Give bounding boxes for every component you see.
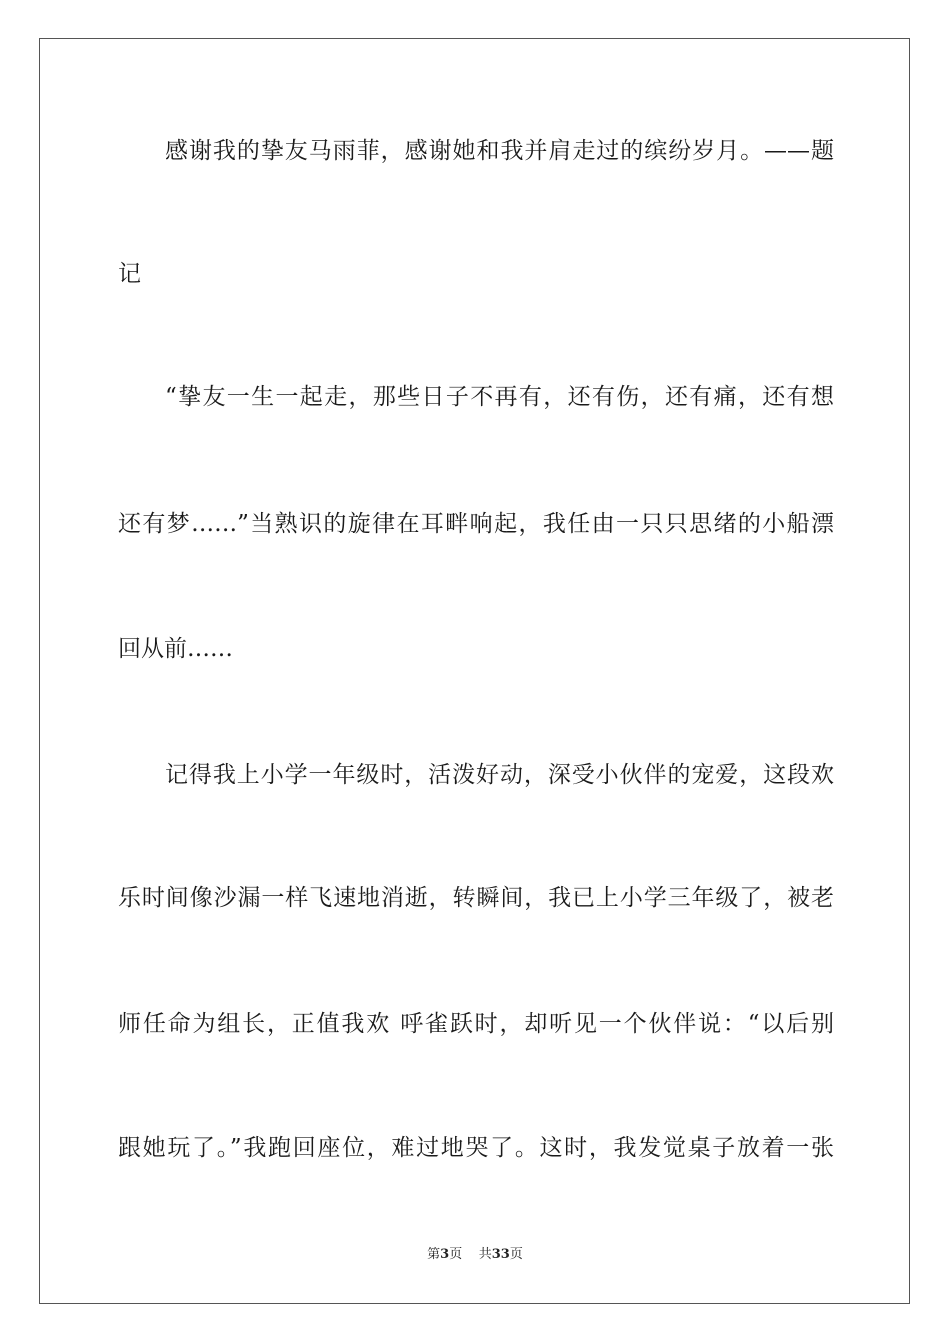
text-line-2: 记 <box>118 261 141 287</box>
page-suffix: 页 <box>449 1247 463 1262</box>
text-line-8: 师任命为组长，正值我欢 呼雀跃时，却听见一个伙伴说：“以后别 <box>118 1011 834 1037</box>
text-line-3: “挚友一生一起走，那些日子不再有，还有伤，还有痛，还有想 <box>165 384 834 410</box>
page-footer <box>0 1246 950 1264</box>
text-line-4: 还有梦……”当熟识的旋律在耳畔响起，我任由一只只思绪的小船漂 <box>118 511 834 537</box>
total-suffix: 页 <box>509 1247 523 1262</box>
current-page-number: 3 <box>440 1247 450 1262</box>
text-line-5: 回从前…… <box>118 636 233 662</box>
text-line-1: 感谢我的挚友马雨菲，感谢她和我并肩走过的缤纷岁月。——题 <box>165 138 834 164</box>
page-prefix: 第 <box>427 1247 441 1262</box>
page-border <box>39 38 910 1304</box>
total-page-number: 33 <box>491 1247 510 1262</box>
text-line-9: 跟她玩了。”我跑回座位，难过地哭了。这时，我发觉桌子放着一张 <box>118 1135 834 1161</box>
total-prefix: 共 <box>478 1247 492 1262</box>
text-line-7: 乐时间像沙漏一样飞速地消逝，转瞬间，我已上小学三年级了，被老 <box>118 885 834 911</box>
text-line-6: 记得我上小学一年级时，活泼好动，深受小伙伴的宠爱，这段欢 <box>165 762 834 788</box>
